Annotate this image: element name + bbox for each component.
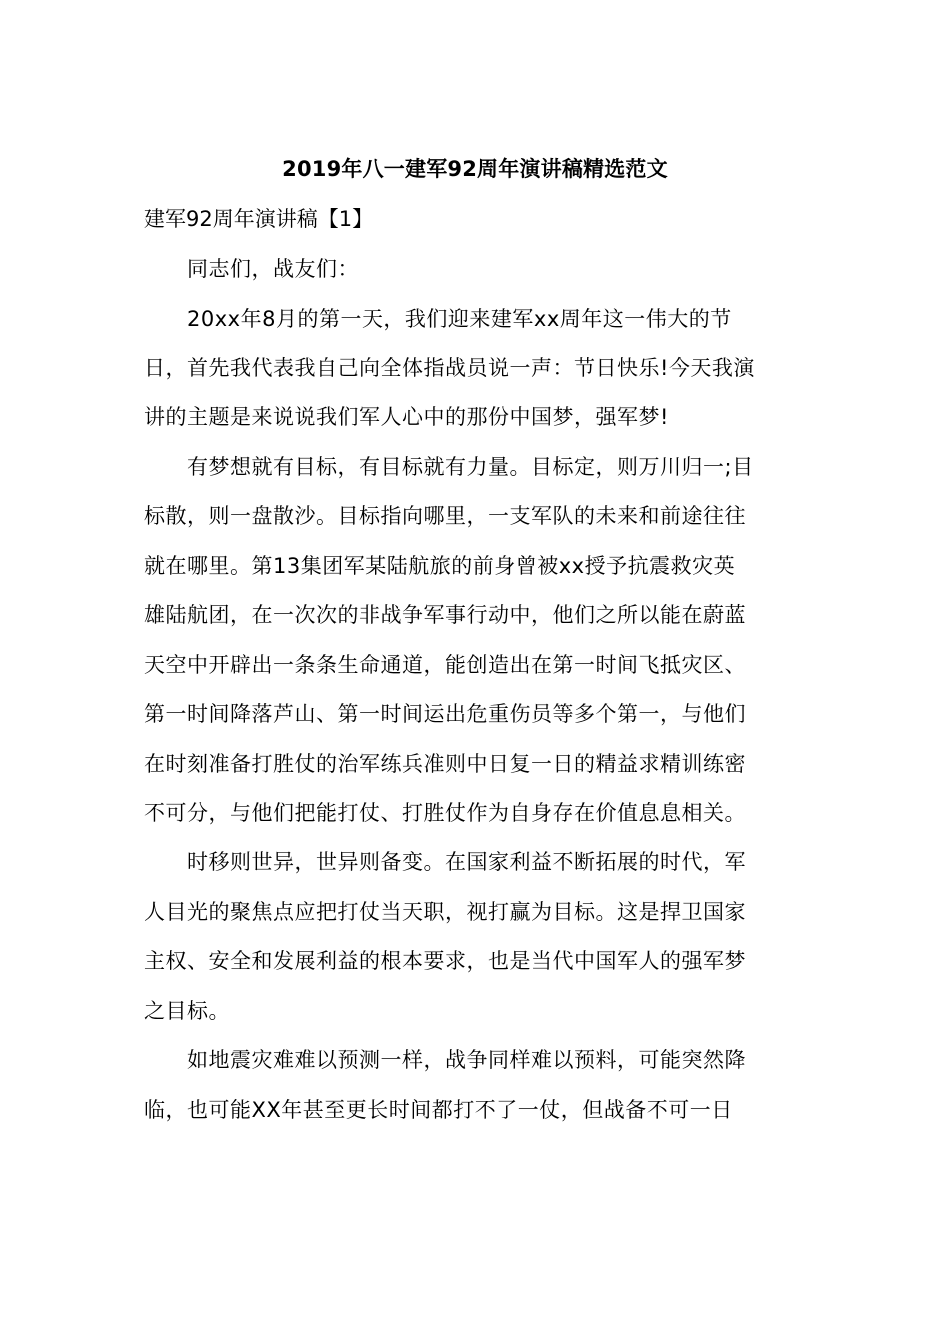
text-line: 不可分，与他们把能打仗、打胜仗作为自身存在价值息息相关。: [144, 801, 746, 825]
text-line: 之目标。: [144, 999, 230, 1023]
text-line: 讲的主题是来说说我们军人心中的那份中国梦，强军梦!: [144, 405, 669, 429]
text-line: 人目光的聚焦点应把打仗当天职，视打赢为目标。这是捍卫国家: [144, 900, 746, 924]
text-line: 20xx年8月的第一天，我们迎来建军xx周年这一伟大的节: [187, 307, 732, 331]
text-line: 时移则世异，世异则备变。在国家利益不断拓展的时代，军: [187, 850, 746, 874]
text-line: 临，也可能XX年甚至更长时间都打不了一仗，但战备不可一日: [144, 1098, 733, 1122]
text-line: 如地震灾难难以预测一样，战争同样难以预料，可能突然降: [187, 1048, 746, 1072]
document-title: 2019年八一建军92周年演讲稿精选范文: [282, 157, 668, 181]
section-heading: 建军92周年演讲稿【1】: [144, 207, 374, 231]
text-line: 日，首先我代表我自己向全体指战员说一声：节日快乐!今天我演: [144, 356, 755, 380]
text-line: 主权、安全和发展利益的根本要求，也是当代中国军人的强军梦: [144, 949, 746, 973]
text-line: 天空中开辟出一条条生命通道，能创造出在第一时间飞抵灾区、: [144, 653, 746, 677]
text-line: 第一时间降落芦山、第一时间运出危重伤员等多个第一，与他们: [144, 702, 746, 726]
text-line: 有梦想就有目标，有目标就有力量。目标定，则万川归一;目: [187, 455, 754, 479]
text-line: 在时刻准备打胜仗的治军练兵准则中日复一日的精益求精训练密: [144, 752, 746, 776]
text-line: 雄陆航团，在一次次的非战争军事行动中，他们之所以能在蔚蓝: [144, 603, 746, 627]
text-line: 同志们，战友们：: [187, 257, 359, 281]
text-line: 标散，则一盘散沙。目标指向哪里，一支军队的未来和前途往往: [144, 504, 746, 528]
text-line: 就在哪里。第13集团军某陆航旅的前身曾被xx授予抗震救灾英: [144, 554, 736, 578]
